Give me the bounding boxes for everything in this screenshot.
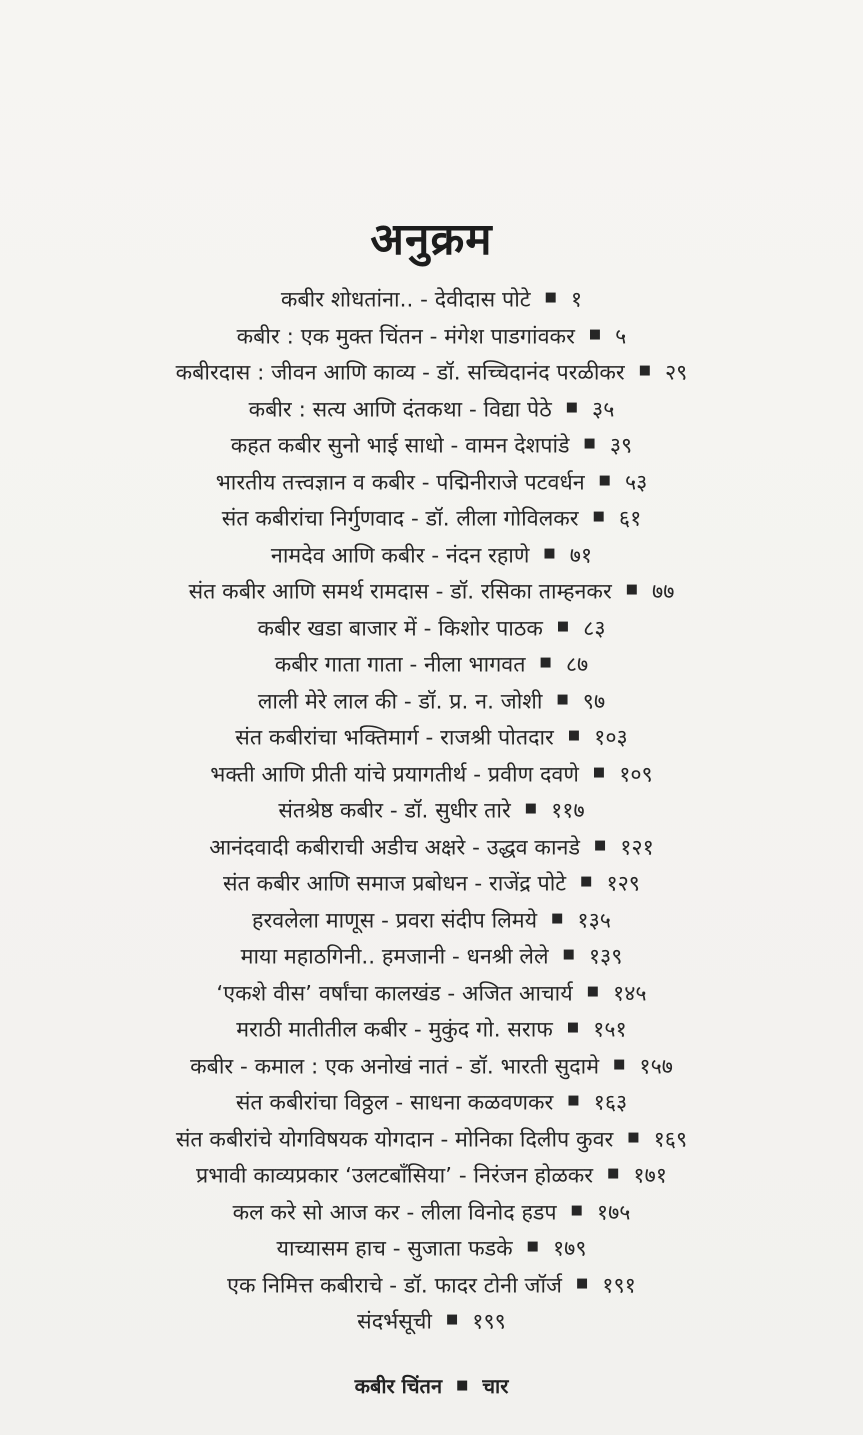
toc-entry <box>0 976 863 1013</box>
toc-entry-page: १०९ <box>619 761 653 787</box>
toc-entry-title: कबीर - कमाल : एक अनोखं नातं - डॉ. भारती सुदामे <box>190 1053 600 1079</box>
toc-entry-title: कबीरदास : जीवन आणि काव्य - डॉ. सच्चिदानंद परळीकर <box>175 360 625 386</box>
toc-entry-page: ८७ <box>565 652 589 678</box>
separator-icon: ■ <box>566 1020 580 1035</box>
separator-icon: ■ <box>567 728 581 743</box>
toc-entry-page: १७९ <box>552 1236 587 1262</box>
separator-icon: ■ <box>575 1275 589 1291</box>
toc-entry <box>0 1231 863 1268</box>
toc-entry <box>0 282 863 319</box>
separator-icon: ■ <box>627 1129 640 1145</box>
toc-entry-page: १६९ <box>653 1126 688 1152</box>
toc-entry <box>0 939 863 976</box>
separator-icon: ■ <box>570 1202 583 1218</box>
toc-entry-page: ३९ <box>609 433 633 459</box>
toc-entry-title: कल करे सो आज कर - लीला विनोद हडप <box>232 1199 557 1225</box>
separator-icon: ■ <box>625 582 639 597</box>
separator-icon: ■ <box>539 655 552 670</box>
separator-icon: ■ <box>580 874 593 889</box>
toc-entry-page: ९७ <box>582 688 606 714</box>
toc-entry-title: संत कबीरांचा निर्गुणवाद - डॉ. लीला गोविलकर <box>221 506 579 532</box>
footer-page-number: चार <box>482 1374 509 1398</box>
separator-icon: ■ <box>583 436 596 451</box>
toc-entry <box>0 1268 863 1305</box>
toc-entry-title: कबीर : सत्य आणि दंतकथा - विद्या पेठे <box>248 396 552 422</box>
toc-entry <box>0 501 863 538</box>
toc-entry-title: भक्ती आणि प्रीती यांचे प्रयागतीर्थ - प्रवीण दवणे <box>210 761 579 787</box>
toc-entry-page: १७५ <box>596 1199 631 1225</box>
toc-entry <box>0 1049 863 1086</box>
toc-entry-title: भारतीय तत्त्वज्ञान व कबीर - पद्मिनीराजे पटवर्धन <box>215 469 585 495</box>
toc-entry <box>0 1085 863 1122</box>
separator-icon: ■ <box>588 326 602 342</box>
toc-entry-page: ५ <box>615 323 627 349</box>
toc-entry-title: संत कबीरांचे योगविषयक योगदान - मोनिका दिलीप कुवर <box>175 1126 614 1152</box>
separator-icon: ■ <box>638 363 651 378</box>
toc-entry-title: संत कबीर आणि समाज प्रबोधन - राजेंद्र पोटे <box>223 871 567 897</box>
toc-entry-page: १७१ <box>633 1163 667 1189</box>
toc-entry <box>0 720 863 757</box>
toc-entry-title: आनंदवादी कबीराची अडीच अक्षरे - उद्धव कानडे <box>209 834 580 860</box>
toc-entry-title: संत कबीरांचा विठ्ठल - साधना कळवणकर <box>235 1090 554 1116</box>
page-title: अनुक्रम <box>370 214 493 266</box>
toc-entry-page: ५३ <box>624 469 648 495</box>
toc-entry-page: १२१ <box>620 834 654 860</box>
separator-icon: ■ <box>524 801 538 816</box>
toc-entry <box>0 319 863 356</box>
toc-entry-title: संत कबीरांचा भक्तिमार्ग - राजश्री पोतदार <box>235 725 554 751</box>
toc-entry <box>0 465 863 502</box>
separator-icon: ■ <box>556 691 569 707</box>
toc-entry <box>0 793 863 830</box>
toc-entry-title: प्रभावी काव्यप्रकार ‘उलटबाँसिया’ - निरंजन होळकर <box>196 1163 594 1189</box>
toc-entry <box>0 866 863 903</box>
toc-entry <box>0 757 863 794</box>
toc-entry-page: १४५ <box>613 980 647 1006</box>
toc-entry-page: २९ <box>665 360 688 386</box>
toc-entry-title: मराठी मातीतील कबीर - मुकुंद गो. सराफ <box>236 1017 553 1043</box>
toc-entry-page: १३९ <box>588 944 623 970</box>
toc-entry-page: १३५ <box>577 907 611 933</box>
toc-entry-title: कबीर शोधतांना.. - देवीदास पोटे <box>280 287 531 313</box>
toc-entry <box>0 392 863 429</box>
toc-entry <box>0 684 863 721</box>
separator-icon: ■ <box>456 1378 469 1393</box>
toc-entry-title: माया महाठगिनी.. हमजानी - धनश्री लेले <box>240 944 549 970</box>
toc-entry-title: नामदेव आणि कबीर - नंदन रहाणे <box>270 542 530 568</box>
toc-entry-page: १५१ <box>593 1017 627 1043</box>
toc-entry-page: १२९ <box>606 871 640 897</box>
toc-entry-page: ६१ <box>618 506 642 532</box>
separator-icon: ■ <box>598 472 611 488</box>
toc-entry-page: १ <box>570 287 583 313</box>
toc-entry-page: १५७ <box>639 1053 673 1079</box>
toc-entry-title: हरवलेला माणूस - प्रवरा संदीप लिमये <box>252 907 538 933</box>
separator-icon: ■ <box>567 1093 580 1108</box>
toc-entry <box>0 903 863 940</box>
toc-entry <box>0 647 863 684</box>
toc-entry-title: याच्यासम हाच - सुजाता फडके <box>276 1236 513 1262</box>
separator-icon: ■ <box>526 1239 539 1254</box>
toc-entry-title: लाली मेरे लाल की - डॉ. प्र. न. जोशी <box>257 688 543 714</box>
table-of-contents <box>0 282 863 1341</box>
page-footer <box>0 1372 863 1399</box>
separator-icon: ■ <box>592 764 606 780</box>
toc-entry <box>0 830 863 867</box>
toc-entry <box>0 428 863 465</box>
separator-icon: ■ <box>556 618 570 634</box>
toc-entry <box>0 1195 863 1232</box>
toc-entry-title: संदर्भसूची <box>357 1309 432 1335</box>
separator-icon: ■ <box>543 545 556 561</box>
toc-entry <box>0 1122 863 1159</box>
toc-entry-page: १९९ <box>472 1309 506 1335</box>
footer-book-title: कबीर चिंतन <box>354 1374 443 1398</box>
separator-icon: ■ <box>586 983 600 999</box>
toc-entry-page: ७१ <box>569 542 593 568</box>
separator-icon: ■ <box>607 1166 620 1181</box>
toc-entry-title: ‘एकशे वीस’ वर्षांचा कालखंड - अजित आचार्य <box>216 980 573 1006</box>
toc-entry-title: एक निमित्त कबीराचे - डॉ. फादर टोनी जॉर्ज <box>227 1272 562 1298</box>
toc-entry-title: कबीर खडा बाजार में - किशोर पाठक <box>257 615 543 641</box>
toc-entry-title: संतश्रेष्ठ कबीर - डॉ. सुधीर तारे <box>278 798 511 824</box>
toc-entry-title: कबीर : एक मुक्त चिंतन - मंगेश पाडगांवकर <box>236 323 575 349</box>
toc-entry <box>0 611 863 648</box>
toc-entry-title: संत कबीर आणि समर्थ रामदास - डॉ. रसिका ताम्हनकर <box>188 579 612 605</box>
separator-icon: ■ <box>593 837 607 853</box>
toc-entry-page: ११७ <box>551 798 585 824</box>
separator-icon: ■ <box>551 910 564 926</box>
toc-entry <box>0 355 863 392</box>
toc-entry <box>0 1012 863 1049</box>
separator-icon: ■ <box>445 1312 459 1327</box>
toc-entry-title: कहत कबीर सुनो भाई साधो - वामन देशपांडे <box>230 433 570 459</box>
toc-entry <box>0 1304 863 1341</box>
toc-entry <box>0 574 863 611</box>
toc-entry-page: ३५ <box>592 396 615 422</box>
toc-entry-title: कबीर गाता गाता - नीला भागवत <box>274 652 526 678</box>
separator-icon: ■ <box>562 947 575 962</box>
separator-icon: ■ <box>544 290 557 305</box>
toc-entry-page: ८३ <box>583 615 606 641</box>
toc-entry <box>0 1158 863 1195</box>
separator-icon: ■ <box>565 399 579 415</box>
toc-entry-page: ७७ <box>652 579 675 605</box>
toc-entry <box>0 538 863 575</box>
separator-icon: ■ <box>592 509 605 524</box>
separator-icon: ■ <box>613 1056 626 1072</box>
toc-entry-page: १६३ <box>593 1090 628 1116</box>
toc-entry-page: १९१ <box>602 1272 636 1298</box>
toc-entry-page: १०३ <box>594 725 628 751</box>
